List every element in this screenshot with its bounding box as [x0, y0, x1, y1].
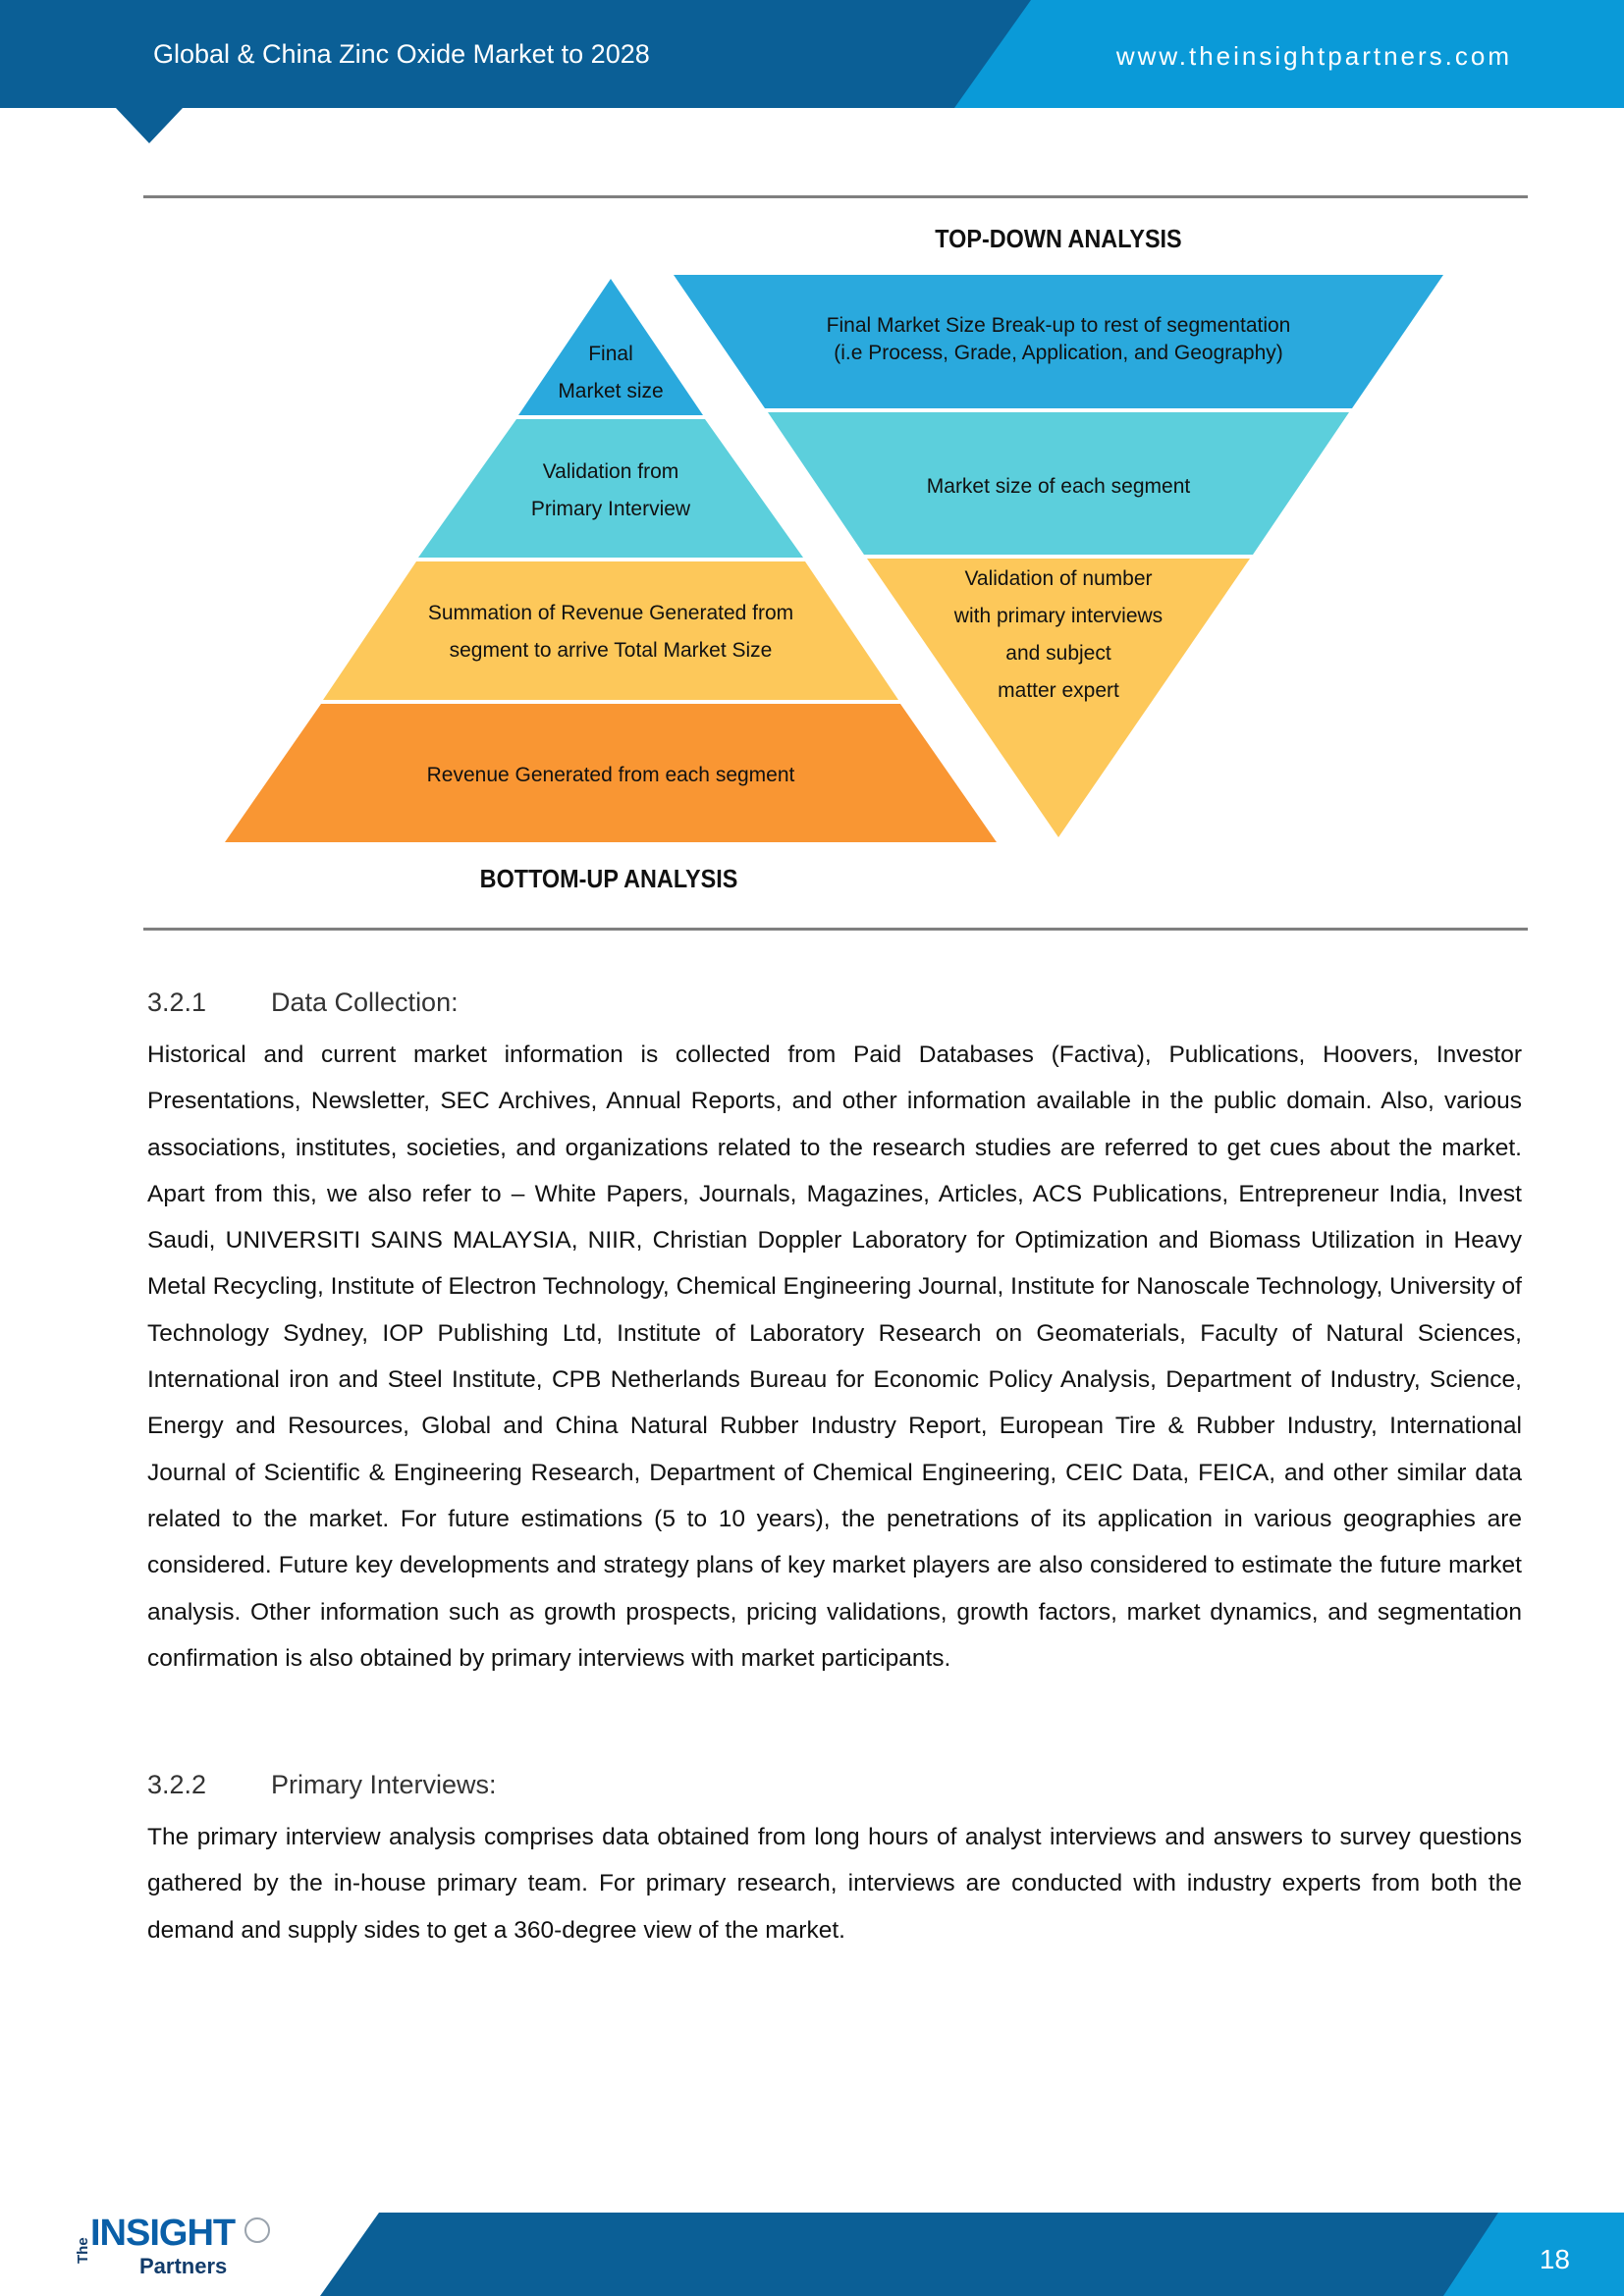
- logo-insight: INSIGHT: [90, 2213, 236, 2254]
- bottom-rule: [143, 928, 1528, 931]
- pyramid-label-validation: Validation from Primary Interview: [530, 460, 691, 520]
- section-heading-primary-interviews: [147, 1770, 497, 1800]
- report-title: Global & China Zinc Oxide Market to 2028: [153, 39, 650, 69]
- diagram-shapes: [0, 0, 1624, 982]
- section-title: Primary Interviews:: [271, 1770, 497, 1799]
- inverted-label-segment-size: Market size of each segment: [926, 475, 1191, 498]
- pyramid-label-revenue: Revenue Generated from each segment: [426, 764, 795, 786]
- website-url[interactable]: www.theinsightpartners.com: [1115, 41, 1512, 71]
- section-heading-data-collection: [147, 988, 459, 1018]
- logo-the: The: [75, 2237, 91, 2264]
- primary-interviews-paragraph: The primary interview analysis comprises data obtained from long hours of analyst interviews and answers to survey questions gathered by the in-house primary team. For primary research, interviews are conducted with industry experts from both the demand and supply sides to get a 360-degree view of the market.: [147, 1824, 1522, 1944]
- analysis-diagram: [0, 0, 1624, 982]
- data-collection-paragraph: Historical and current market information is collected from Paid Databases (Factiva), Publications, Hoovers, Investor Presentations, Newsletter, SEC Archives, Annual Reports, and other information available in the public domain. Also, various associations, institutes, societies, and organizations related to the research studies are referred to get cues about the market. Apart from this, we also refer to – White Papers, Journals, Magazines, Articles, ACS Publications, Entrepreneur India, Invest Saudi, UNIVERSITI SAINS MALAYSIA, NIIR, Christian Doppler Laboratory for Optimization and Biomass Utilization in Heavy Metal Recycling, Institute of Electron Technology, Chemical Engineering Journal, Institute for Nanoscale Technology, University of Technology Sydney, IOP Publishing Ltd, Institute of Laboratory Research on Geomaterials, Faculty of Natural Sciences, International iron and Steel Institute, CPB Netherlands Bureau for Economic Policy Analysis, Department of Industry, Science, Energy and Resources, Global and China Natural Rubber Industry Report, European Tire & Rubber Industry, International Journal of Scientific & Engineering Research, Department of Chemical Engineering, CEIC Data, FEICA, and other similar data related to the market. For future estimations (5 to 10 years), the penetrations of its application in various geographies are considered. Future key developments and strategy plans of key market players are also considered to estimate the future market analysis. Other information such as growth prospects, pricing validations, growth factors, market dynamics, and segmentation confirmation is also obtained by primary interviews with market participants.: [147, 1041, 1522, 1672]
- logo-partners: Partners: [139, 2254, 228, 2278]
- page-number: 18: [1539, 2244, 1570, 2274]
- pyramid-label-final-market-size: Final Market size: [558, 343, 664, 402]
- pyramid-label-summation: Summation of Revenue Generated from segment to arrive Total Market Size: [427, 602, 794, 662]
- inverted-label-final-breakup: Final Market Size Break-up to rest of segmentation (i.e Process, Grade, Application, and Geography): [826, 314, 1291, 364]
- section-title: Data Collection:: [271, 988, 459, 1017]
- bottom-up-title: BOTTOM-UP ANALYSIS: [479, 864, 738, 893]
- inverted-label-validation: Validation of number with primary interviews and subject matter expert: [953, 567, 1164, 702]
- insight-partners-logo: [75, 2213, 291, 2291]
- top-down-title: TOP-DOWN ANALYSIS: [935, 224, 1182, 253]
- logo-swoosh-icon: [240, 2213, 279, 2252]
- section-number: 3.2.1: [147, 988, 207, 1017]
- section-number: 3.2.2: [147, 1770, 207, 1799]
